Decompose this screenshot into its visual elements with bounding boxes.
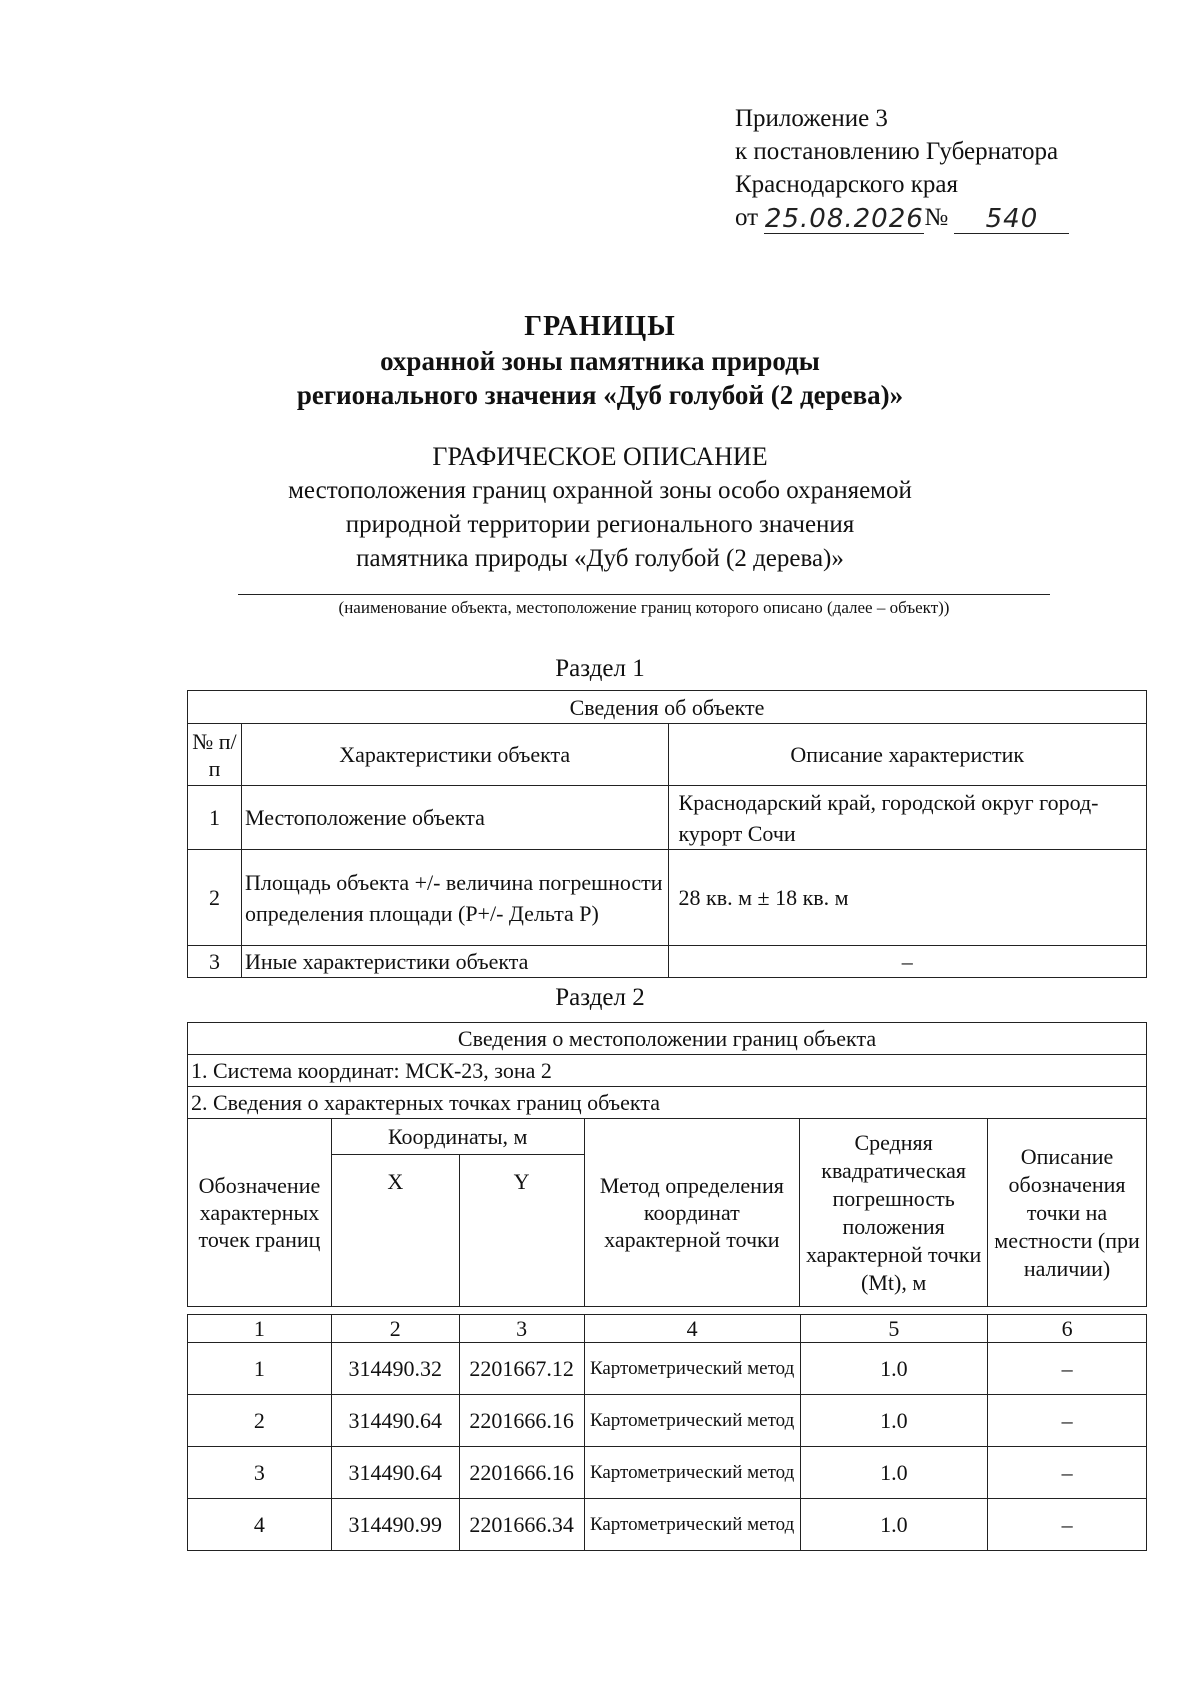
point-x: 314490.32 <box>331 1343 459 1395</box>
point-id: 1 <box>188 1343 332 1395</box>
point-method: Картометрический метод <box>584 1447 800 1499</box>
table-row <box>188 946 1147 978</box>
object-info-table <box>187 690 1147 978</box>
point-mt: 1.0 <box>800 1343 988 1395</box>
date-field <box>764 203 924 234</box>
appendix-line-1: Приложение 3 <box>735 105 888 132</box>
row-value: – <box>668 946 1146 978</box>
table-row <box>188 786 1147 850</box>
point-x: 314490.64 <box>331 1447 459 1499</box>
main-title <box>0 310 1200 412</box>
point-mt: 1.0 <box>800 1395 988 1447</box>
section-1-title: Раздел 1 <box>555 655 645 682</box>
point-desc: – <box>988 1395 1147 1447</box>
point-y: 2201667.12 <box>459 1343 584 1395</box>
section-2-title: Раздел 2 <box>555 984 645 1011</box>
number-sign: № <box>924 204 949 231</box>
title-line-2: охранной зоны памятника природы <box>380 346 820 376</box>
graphic-description-line-2: местоположения границ охранной зоны особо охраняемой <box>288 477 912 504</box>
header-description: Описание характеристик <box>668 724 1146 786</box>
title-heading: ГРАНИЦЫ <box>524 311 676 342</box>
table-row <box>188 1343 1147 1395</box>
appendix-date-line <box>735 201 1069 234</box>
row-value: Краснодарский край, городской округ город-курорт Сочи <box>668 786 1146 850</box>
point-y: 2201666.34 <box>459 1499 584 1551</box>
coordinate-system: 1. Система координат: МСК-23, зона 2 <box>188 1055 1147 1087</box>
graphic-description-heading: ГРАФИЧЕСКОЕ ОПИСАНИЕ <box>432 442 768 471</box>
column-number: 3 <box>459 1315 584 1343</box>
graphic-description-line-3: природной территории регионального значения <box>345 511 855 538</box>
row-name: Местоположение объекта <box>241 786 668 850</box>
table-row <box>188 1395 1147 1447</box>
header-error: Средняя квадратическая погрешность положения характерной точки (Mt), м <box>800 1119 988 1307</box>
column-number: 5 <box>800 1315 988 1343</box>
handwritten-number: 540 <box>985 204 1039 234</box>
appendix-line-3: Краснодарского края <box>735 171 958 198</box>
point-x: 314490.64 <box>331 1395 459 1447</box>
point-desc: – <box>988 1343 1147 1395</box>
points-table <box>187 1314 1147 1551</box>
row-num: 2 <box>188 850 242 946</box>
table-row <box>188 1447 1147 1499</box>
boundary-info-table <box>187 1022 1147 1307</box>
point-method: Картометрический метод <box>584 1395 800 1447</box>
graphic-description-line-4: памятника природы «Дуб голубой (2 дерева)» <box>356 545 844 572</box>
table-row <box>188 1499 1147 1551</box>
object-info-table-title: Сведения об объекте <box>188 691 1147 724</box>
point-x: 314490.99 <box>331 1499 459 1551</box>
point-mt: 1.0 <box>800 1499 988 1551</box>
appendix-block <box>735 102 1069 234</box>
boundary-table-title: Сведения о местоположении границ объекта <box>188 1023 1147 1055</box>
point-method: Картометрический метод <box>584 1499 800 1551</box>
point-mt: 1.0 <box>800 1447 988 1499</box>
header-num: № п/п <box>188 724 242 786</box>
row-value: 28 кв. м ± 18 кв. м <box>668 850 1146 946</box>
row-num: 3 <box>188 946 242 978</box>
point-y: 2201666.16 <box>459 1395 584 1447</box>
appendix-line-2: к постановлению Губернатора <box>735 138 1059 165</box>
object-name-rule <box>238 594 1050 595</box>
row-name: Иные характеристики объекта <box>241 946 668 978</box>
column-number: 6 <box>988 1315 1147 1343</box>
row-num: 1 <box>188 786 242 850</box>
column-numbers-row <box>188 1315 1147 1343</box>
header-y: Y <box>459 1155 584 1307</box>
points-title: 2. Сведения о характерных точках границ объекта <box>188 1087 1147 1119</box>
handwritten-date: 25.08.2026 <box>764 204 924 234</box>
point-id: 3 <box>188 1447 332 1499</box>
header-designation: Обозначение характерных точек границ <box>188 1119 332 1307</box>
point-id: 2 <box>188 1395 332 1447</box>
graphic-description <box>0 440 1200 576</box>
header-coordinates: Координаты, м <box>331 1119 584 1155</box>
point-desc: – <box>988 1447 1147 1499</box>
column-number: 2 <box>331 1315 459 1343</box>
point-y: 2201666.16 <box>459 1447 584 1499</box>
number-field <box>954 203 1069 234</box>
from-prefix: от <box>735 204 759 231</box>
row-name: Площадь объекта +/- величина погрешности определения площади (Р+/- Дельта Р) <box>241 850 668 946</box>
point-method: Картометрический метод <box>584 1343 800 1395</box>
header-x: X <box>331 1155 459 1307</box>
table-row <box>188 850 1147 946</box>
point-id: 4 <box>188 1499 332 1551</box>
point-desc: – <box>988 1499 1147 1551</box>
header-characteristics: Характеристики объекта <box>241 724 668 786</box>
object-name-caption: (наименование объекта, местоположение границ которого описано (далее – объект)) <box>338 598 950 617</box>
header-description: Описание обозначения точки на местности (при наличии) <box>988 1119 1147 1307</box>
title-line-3: регионального значения «Дуб голубой (2 дерева)» <box>296 380 904 410</box>
header-method: Метод определения координат характерной точки <box>584 1119 800 1307</box>
column-number: 4 <box>584 1315 800 1343</box>
column-number: 1 <box>188 1315 332 1343</box>
